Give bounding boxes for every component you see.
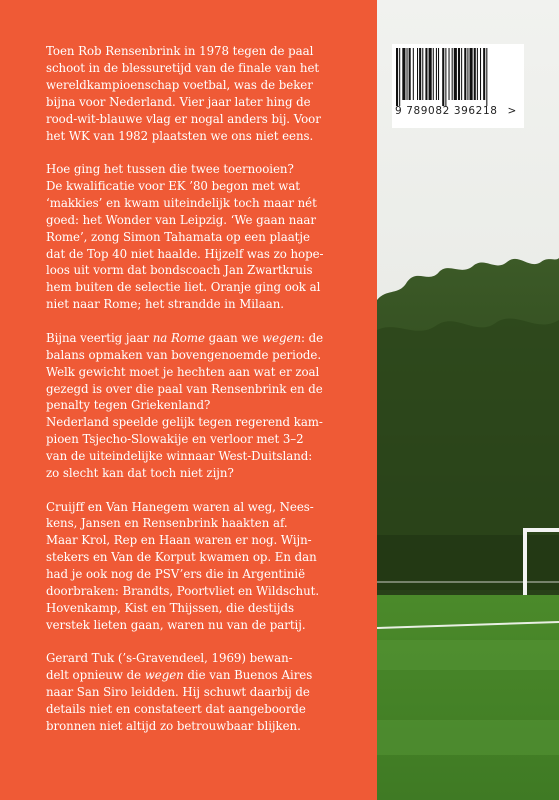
blurb-line: bijna voor Nederland. Vier jaar later hing de [46, 94, 311, 109]
blurb-line: stekers en Van de Korput kwamen op. En dan [46, 550, 317, 565]
barcode-bar [436, 48, 437, 100]
blurb-line: bronnen niet altijd zo betrouwbaar blijken. [46, 719, 301, 733]
barcode-bar [480, 48, 481, 100]
barcode-bar [483, 48, 485, 100]
blurb-line: Gerard Tuk (’s-Gravendeel, 1969) bewan- [46, 651, 293, 666]
blurb-line: pioen Tsjecho-Slowakije en verloor met 3–2 [46, 432, 304, 447]
barcode-bar [467, 48, 468, 100]
blurb-line: balans opmaken van bovengenoemde periode. [46, 347, 322, 362]
italic-phrase: na Rome [152, 330, 205, 345]
isbn-digits: 9 789082 396218 [395, 105, 498, 117]
barcode-bar [399, 48, 400, 106]
blurb-line: Rome’, zong Simon Tahamata op een plaatje [46, 229, 310, 244]
blurb-line: van de uiteindelijke winnaar West-Duitsland: [46, 449, 313, 464]
blurb-line: dat de Top 40 niet haalde. Hijzelf was zo hope- [46, 246, 324, 261]
barcode-bar [438, 48, 439, 100]
blurb-line: niet naar Rome; het strandde in Milaan. [46, 297, 284, 312]
blurb-line: Toen Rob Rensenbrink in 1978 tegen de paal [46, 44, 314, 58]
blurb-line: rood-wit-blauwe vlag er nogal anders bij. Voor [46, 111, 321, 126]
italic-phrase: wegen [262, 330, 301, 345]
blurb-line: wereldkampioenschap voetbal, was de beker [46, 77, 313, 92]
blurb-line: loos uit vorm dat bondscoach Jan Zwartkruis [46, 263, 313, 278]
barcode-bar [396, 48, 398, 106]
barcode-bar [419, 48, 421, 100]
blurb-line: schoot in de blessuretijd van de finale van het [46, 60, 320, 75]
barcode-bar [429, 48, 432, 100]
blurb-line: Hoe ging het tussen die twee toernooien? [46, 162, 294, 177]
blurb-paragraph [46, 330, 371, 482]
blurb-line: zo slecht kan dat toch niet zijn? [46, 466, 234, 481]
barcode-bar [402, 48, 405, 100]
barcode-bar [417, 48, 418, 100]
barcode-bar [477, 48, 478, 100]
grass-stripe [377, 720, 559, 755]
barcode-bar [425, 48, 427, 100]
blurb-line: kens, Jansen en Rensenbrink haakten af. [46, 516, 288, 531]
blurb-paragraph [46, 161, 371, 313]
barcode-bar [433, 48, 434, 100]
blurb-line: het WK van 1982 plaatsten we ons niet eens. [46, 128, 314, 143]
blurb-line: Welk gewicht moet je hechten aan wat er zoal [46, 364, 320, 379]
blurb-line: penalty tegen Griekenland? [46, 398, 211, 413]
barcode-bar [454, 48, 457, 100]
barcode-bar [486, 48, 487, 106]
blurb-line: naar San Siro leidden. Hij schuwt daarbij de [46, 685, 310, 700]
barcode-bar [464, 48, 466, 100]
italic-phrase: wegen [144, 668, 184, 683]
barcode-bar [442, 48, 444, 106]
blurb-paragraph [46, 650, 371, 735]
blurb-line: gezegd is over die paal van Rensenbrink en de [46, 381, 323, 396]
blurb-line: Nederland speelde gelijk tegen regerend kam- [46, 415, 323, 430]
blurb-line: Maar Krol, Rep en Haan waren er nog. Wijn- [46, 533, 312, 548]
barcode-bar [461, 48, 462, 100]
barcode-bars [392, 44, 524, 106]
barcode-bar [413, 48, 414, 100]
barcode-bar [470, 48, 473, 100]
barcode-bar [407, 48, 408, 100]
blurb-line: hem buiten de selectie liet. Oranje ging ook al [46, 280, 321, 295]
isbn-number [395, 105, 517, 117]
blurb-paragraph [46, 499, 371, 634]
blurb-line: Bijna veertig jaar na Rome gaan we wegen: de [46, 330, 324, 345]
isbn-arrow: > [507, 105, 517, 117]
blurb-line: Hovenkamp, Kist en Thijssen, die destijds [46, 600, 294, 615]
barcode-bar [422, 48, 423, 100]
barcode-bar [445, 48, 446, 106]
blurb-line: details niet en constateert dat aangeboorde [46, 702, 306, 717]
barcode-bar [449, 48, 450, 100]
blurb-line: delt opnieuw de wegen die van Buenos Aires [46, 668, 313, 683]
blurb-text [46, 43, 371, 752]
blurb-line: doorbraken: Brandts, Poortvliet en Wildschut. [46, 584, 320, 599]
barcode-bar [452, 48, 453, 100]
blurb-line: verstek lieten gaan, waren nu van de partij. [46, 617, 306, 632]
barcode-bar [409, 48, 411, 100]
blurb-line: Cruijff en Van Hanegem waren al weg, Nees- [46, 499, 314, 514]
blurb-line: had je ook nog de PSV’ers die in Argentinië [46, 567, 306, 582]
blurb-paragraph [46, 43, 371, 144]
blurb-line: ‘makkies’ en kwam uiteindelijk toch maar nét [46, 195, 317, 210]
barcode-bar [474, 48, 476, 100]
barcode-bar [458, 48, 460, 100]
grass-stripe [377, 640, 559, 670]
blurb-line: goed: het Wonder van Leipzig. ‘We gaan naar [46, 212, 316, 227]
blurb-line: De kwalificatie voor EK ’80 begon met wat [46, 178, 300, 193]
